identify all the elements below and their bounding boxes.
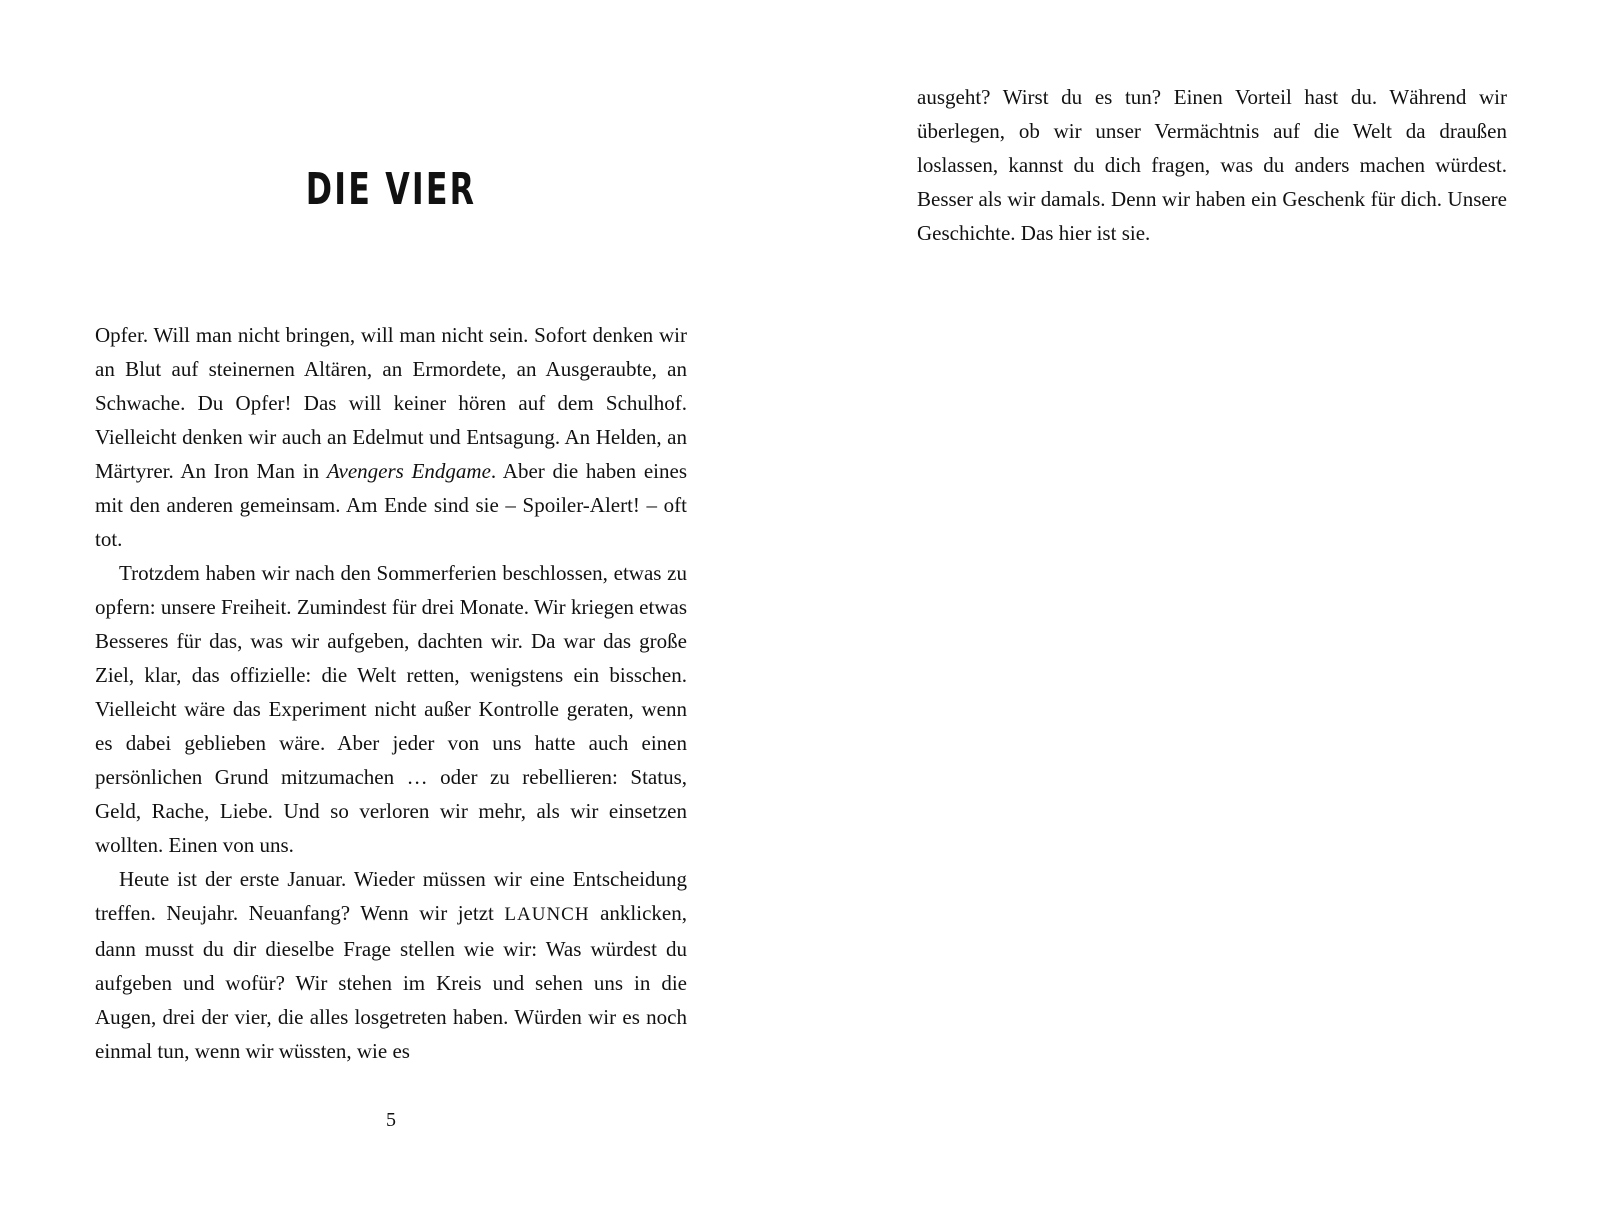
paragraph-1	[95, 318, 687, 556]
right-page	[800, 0, 1600, 1216]
right-paragraph: ausgeht? Wirst du es tun? Einen Vorteil hast du. Während wir überlegen, ob wir unser Vermächtnis auf die Welt da draußen loslassen, kannst du dich fragen, was du anders machen würdest. Besser als wir damals. Denn wir haben ein Geschenk für dich. Unsere Geschichte. Das hier ist sie.	[917, 85, 1507, 245]
paragraph-1-text-end: . Aber die haben eines mit den anderen gemeinsam. Am Ende sind sie – Spoiler-Alert! – oft tot.	[95, 459, 687, 551]
paragraph-3	[95, 862, 687, 1068]
paragraph-1-italic-title: Avengers Endgame	[326, 459, 491, 483]
right-page-body	[917, 80, 1507, 250]
page-number: 5	[386, 1109, 396, 1131]
left-page-body	[95, 318, 687, 1068]
paragraph-2: Trotzdem haben wir nach den Sommerferien beschlossen, etwas zu opfern: unsere Freiheit. Zumindest für drei Monate. Wir kriegen etwas Besseres für das, was wir aufgeben, dachten wir. Da war das große Ziel, klar, das offizielle: die Welt retten, wenigstens ein bisschen. Vielleicht wäre das Experiment nicht außer Kontrolle geraten, wenn es dabei geblieben wäre. Aber jeder von uns hatte auch einen persönlichen Grund mitzumachen … oder zu rebellieren: Status, Geld, Rache, Liebe. Und so verloren wir mehr, als wir einsetzen wollten. Einen von uns.	[95, 561, 687, 857]
paragraph-3-launch-word: LAUNCH	[504, 904, 590, 925]
paragraph-1-text: Opfer. Will man nicht bringen, will man nicht sein. Sofort denken wir an Blut auf steinernen Altären, an Ermordete, an Ausgeraubte, an Schwache. Du Opfer! Das will keiner hören auf dem Schulhof. Vielleicht denken wir auch an Edelmut und Entsagung. An Helden, an Märtyrer. An Iron Man in	[95, 323, 687, 483]
chapter-title: DIE VIER	[305, 164, 477, 215]
paragraph-3-text-end: anklicken, dann musst du dir dieselbe Frage stellen wie wir: Was würdest du aufgeben und wofür? Wir stehen im Kreis und sehen uns in die Augen, drei der vier, die alles losgetreten haben. Würden wir es noch einmal tun, wenn wir wüssten, wie es	[95, 901, 687, 1063]
paragraph-3-text: Heute ist der erste Januar. Wieder müssen wir eine Entscheidung treffen. Neujahr. Neuanfang? Wenn wir jetzt	[95, 867, 687, 925]
